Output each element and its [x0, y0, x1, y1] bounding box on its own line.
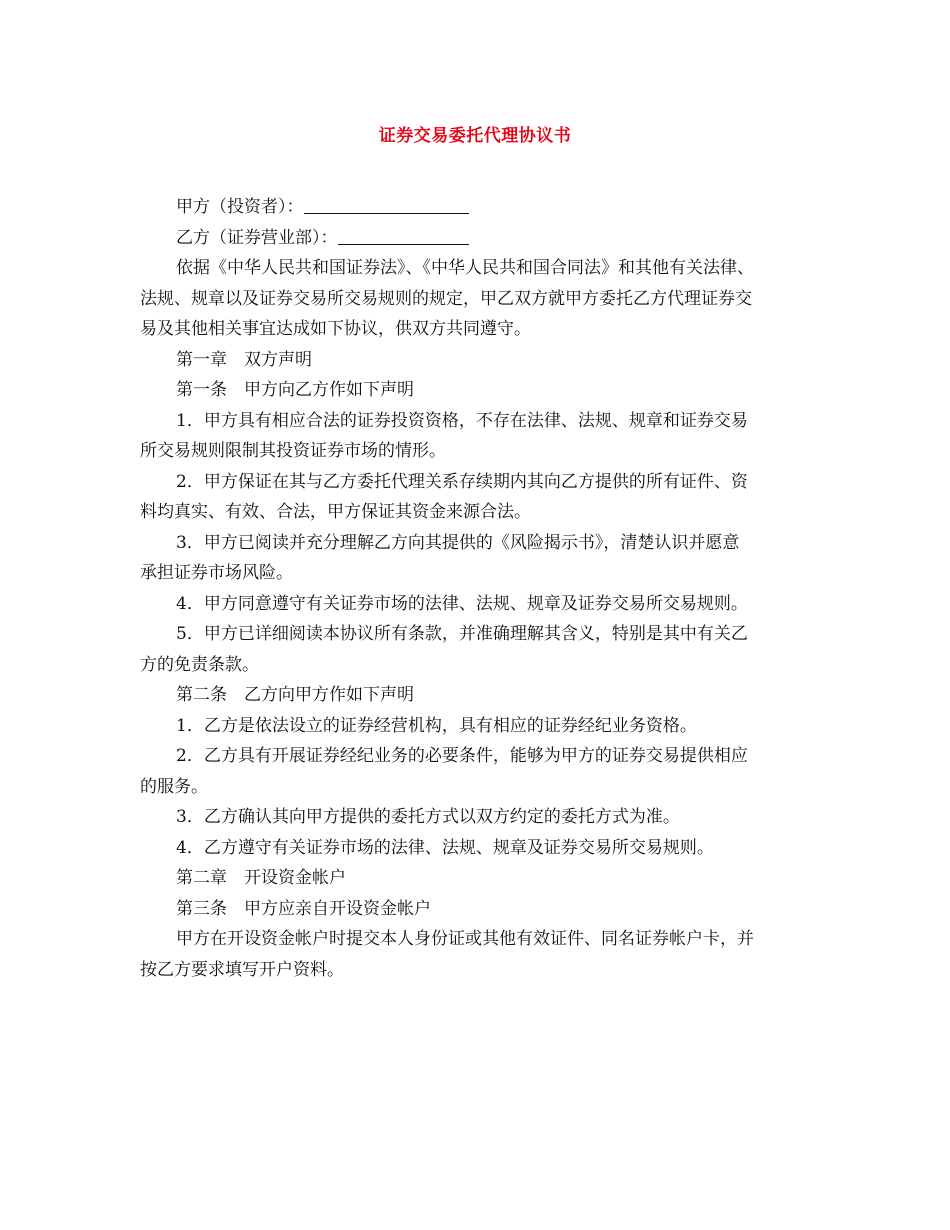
paragraph-line: 3．乙方确认其向甲方提供的委托方式以双方约定的委托方式为准。: [176, 807, 680, 827]
paragraph-line: 2．乙方具有开展证券经纪业务的必要条件，能够为甲方的证券交易提供相应: [176, 746, 748, 766]
paragraph-line: 1．甲方具有相应合法的证券投资资格，不存在法律、法规、规章和证券交易: [176, 410, 748, 431]
paragraph-line: 方的免责条款。: [140, 654, 259, 675]
paragraph-line: 甲方在开设资金帐户时提交本人身份证或其他有效证件、同名证券帐户卡，并: [176, 929, 754, 949]
party-a-label: 甲方（投资者）：: [176, 197, 304, 217]
paragraph-line: 的服务。: [140, 776, 208, 797]
paragraph-line: 5．甲方已详细阅读本协议所有条款，并准确理解其含义，特别是其中有关乙: [176, 624, 748, 644]
party-b-line: [140, 223, 820, 254]
paragraph-line: 料均真实、有效、合法，甲方保证其资金来源合法。: [140, 502, 531, 522]
document-body: [140, 192, 820, 985]
paragraph-line: 4．乙方遵守有关证券市场的法律、法规、规章及证券交易所交易规则。: [176, 837, 714, 858]
paragraph-line: 按乙方要求填写开户资料。: [140, 959, 344, 980]
party-b-label: 乙方（证券营业部）：: [176, 227, 338, 248]
chapter-heading: 第二章 开设资金帐户: [176, 868, 346, 888]
article-heading: 第一条 甲方向乙方作如下声明: [176, 380, 414, 400]
paragraph-line: 易及其他相关事宜达成如下协议，供双方共同遵守。: [140, 319, 531, 339]
party-b-blank: [338, 226, 469, 245]
paragraph-line: 法规、规章以及证券交易所交易规则的规定，甲乙双方就甲方委托乙方代理证券交: [140, 288, 752, 309]
article-heading: 第二条 乙方向甲方作如下声明: [176, 685, 414, 705]
paragraph-line: 4．甲方同意遵守有关证券市场的法律、法规、规章及证券交易所交易规则。: [176, 593, 748, 614]
paragraph-line: 3．甲方已阅读并充分理解乙方向其提供的《风险揭示书》，清楚认识并愿意: [176, 532, 740, 553]
article-heading: 第三条 甲方应亲自开设资金帐户: [176, 898, 431, 919]
party-a-blank: [304, 195, 469, 214]
paragraph-line: 依据《中华人民共和国证券法》、《中华人民共和国合同法》和其他有关法律、: [176, 258, 754, 278]
paragraph-line: 承担证券市场风险。: [140, 563, 293, 583]
document-title: 证券交易委托代理协议书: [378, 126, 572, 146]
paragraph-line: 1．乙方是依法设立的证券经营机构，具有相应的证券经纪业务资格。: [176, 715, 697, 736]
paragraph-line: 所交易规则限制其投资证券市场的情形。: [140, 441, 446, 461]
chapter-heading: 第一章 双方声明: [176, 349, 312, 370]
paragraph-line: 2．甲方保证在其与乙方委托代理关系存续期内其向乙方提供的所有证件、资: [176, 471, 748, 492]
party-a-line: [140, 192, 820, 223]
